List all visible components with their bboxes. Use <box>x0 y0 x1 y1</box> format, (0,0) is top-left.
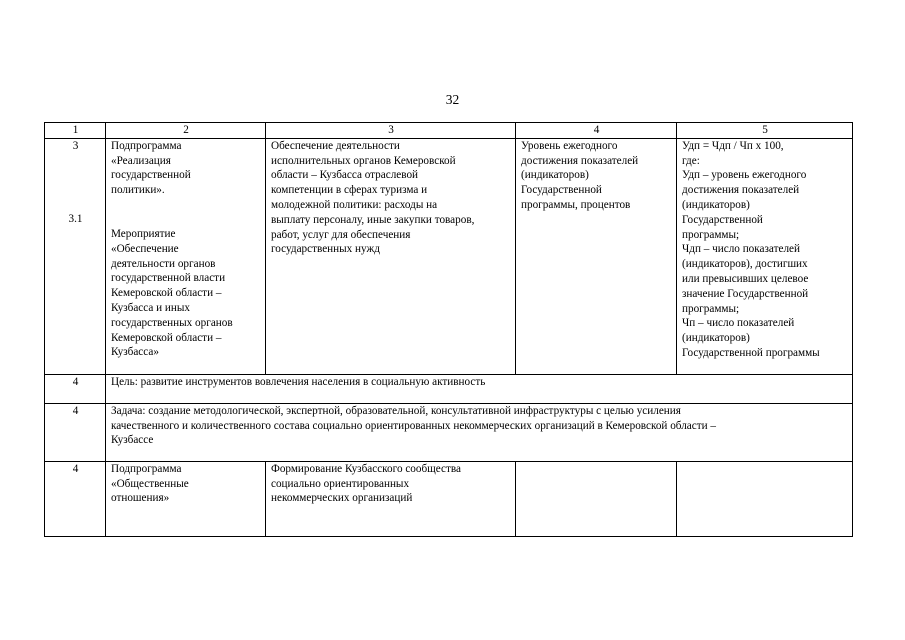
row-subnumber: 3.1 <box>68 212 83 225</box>
text-line: политики». <box>111 184 165 197</box>
text-line: Кемеровской области – <box>111 331 222 344</box>
row-number-cell <box>45 138 106 374</box>
text-line: (индикаторов), достигших <box>682 258 808 271</box>
table-row <box>45 374 853 403</box>
text-line: деятельности органов <box>111 257 216 270</box>
text-line: государственной власти <box>111 272 226 285</box>
event-name <box>111 227 261 360</box>
name-cell <box>106 461 266 536</box>
text-line: компетенции в сферах туризма и <box>271 184 428 197</box>
text-line: значение Государственной <box>682 287 809 300</box>
text-line: работ, услуг для обеспечения <box>271 228 411 241</box>
table-header-row <box>45 123 853 139</box>
text-line: (индикаторов) <box>521 169 589 182</box>
text-line: Кузбасса и иных <box>111 301 190 314</box>
subprogram-name <box>111 139 261 198</box>
text-line: «Обеспечение <box>111 242 179 255</box>
text-line: Удп = Чдп / Чп х 100, <box>682 139 784 152</box>
text-line: Формирование Кузбасского сообщества <box>271 462 461 475</box>
text-line: достижения показателей <box>521 154 639 167</box>
goal-cell: Цель: развитие инструментов вовлечения населения в социальную активность <box>106 374 853 403</box>
description-cell <box>266 138 516 374</box>
text-line: Подпрограмма <box>111 462 182 475</box>
text-line: исполнительных органов Кемеровской <box>271 154 456 167</box>
text-line: молодежной политики: расходы на <box>271 198 438 211</box>
header-cell: 2 <box>106 123 266 139</box>
text-line: государственной <box>111 169 191 182</box>
task-cell <box>106 403 853 461</box>
text-line: Мероприятие <box>111 227 176 240</box>
text-line: (индикаторов) <box>682 332 750 345</box>
text-line: Кузбассе <box>111 434 154 447</box>
header-cell: 4 <box>516 123 677 139</box>
text-line: Чдп – число показателей <box>682 243 800 256</box>
text-line: или превысивших целевое <box>682 272 809 285</box>
text-line: Обеспечение деятельности <box>271 139 400 152</box>
empty-cell <box>516 461 677 536</box>
header-cell: 5 <box>677 123 853 139</box>
table-row <box>45 461 853 536</box>
text-line: качественного и количественного состава социально ориентированных некоммерческих организаций в Кемеровской области – <box>111 419 717 432</box>
indicator-cell <box>516 138 677 374</box>
text-line: Государственной <box>682 213 763 226</box>
text-line: достижения показателей <box>682 184 800 197</box>
text-line: Уровень ежегодного <box>521 139 618 152</box>
row-number: 4 <box>45 403 106 461</box>
table-row <box>45 138 853 374</box>
text-line: Государственной программы <box>682 346 820 359</box>
text-line: где: <box>682 154 700 167</box>
row-number: 4 <box>45 374 106 403</box>
text-line: Подпрограмма <box>111 139 182 152</box>
text-line: «Общественные <box>111 477 189 490</box>
text-line: Кемеровской области – <box>111 287 222 300</box>
text-line: Задача: создание методологической, экспертной, образовательной, консультативной инфраструктуры с целью усиления <box>111 404 681 417</box>
text-line: Чп – число показателей <box>682 317 795 330</box>
text-line: некоммерческих организаций <box>271 492 413 505</box>
text-line: программы; <box>682 228 740 241</box>
text-line: (индикаторов) <box>682 198 750 211</box>
header-cell: 1 <box>45 123 106 139</box>
row-number: 3 <box>72 139 79 152</box>
empty-cell <box>677 461 853 536</box>
text-line: Кузбасса» <box>111 346 159 359</box>
text-line: «Реализация <box>111 154 171 167</box>
text-line: государственных органов <box>111 316 233 329</box>
text-line: Государственной <box>521 184 602 197</box>
text-line: отношения» <box>111 492 170 505</box>
row-number: 4 <box>45 461 106 536</box>
page-number: 32 <box>445 92 460 107</box>
header-cell: 3 <box>266 123 516 139</box>
text-line: программы, процентов <box>521 198 631 211</box>
table-row <box>45 403 853 461</box>
text-line: государственных нужд <box>271 243 380 256</box>
document-table <box>44 122 853 537</box>
text-line: выплату персоналу, иные закупки товаров, <box>271 213 475 226</box>
text-line: области – Кузбасса отраслевой <box>271 169 419 182</box>
description-cell <box>266 461 516 536</box>
name-cell <box>106 138 266 374</box>
text-line: Удп – уровень ежегодного <box>682 169 807 182</box>
text-line: программы; <box>682 302 740 315</box>
text-line: социально ориентированных <box>271 477 410 490</box>
formula-cell <box>677 138 853 374</box>
